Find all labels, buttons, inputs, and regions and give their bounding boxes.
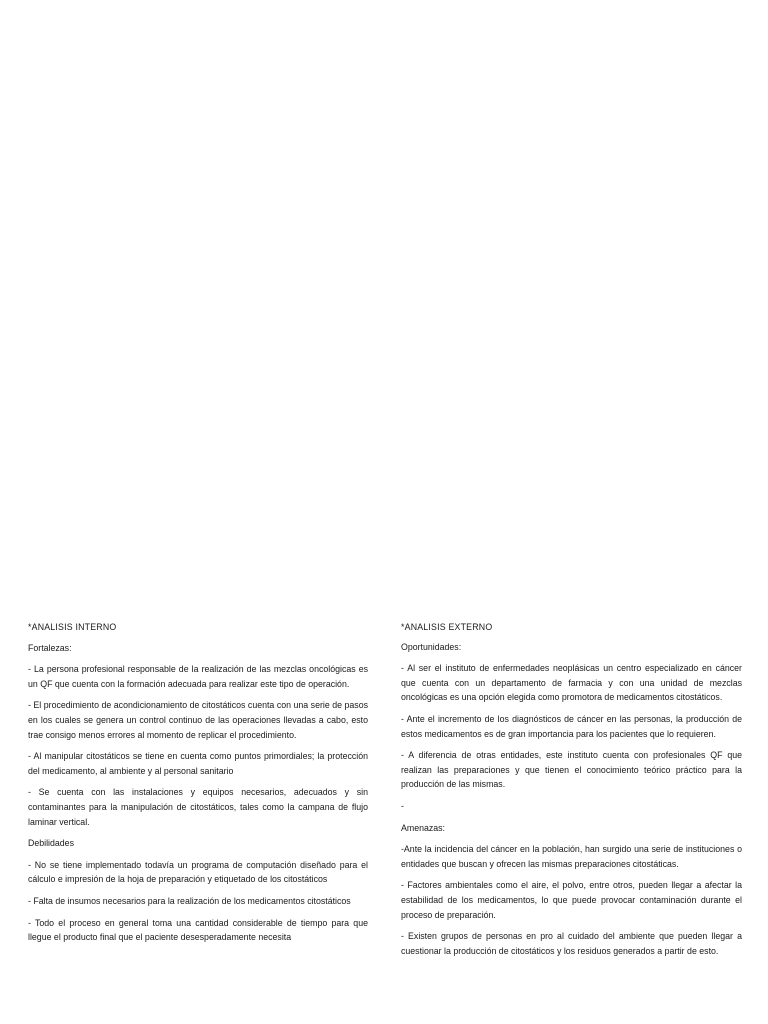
opportunity-item: - Al ser el instituto de enfermedades neoplásicas un centro especializado en cáncer que cuenta con un departamento de farmacia y con una unidad de mezclas oncológicas es una opción elegida como promotora de medicamentos citostáticos.	[401, 663, 742, 703]
threat-item: - Factores ambientales como el aire, el polvo, entre otros, pueden llegar a afectar la estabilidad de los medicamentos, lo que puede provocar contaminación durante el proceso de preparación.	[401, 880, 742, 920]
weakness-item: - Falta de insumos necesarios para la realización de los medicamentos citostáticos	[28, 895, 351, 906]
internal-analysis-column	[28, 620, 368, 952]
strength-item: - El procedimiento de acondicionamiento de citostáticos cuenta con una serie de pasos en los cuales se genera un control continuo de las operaciones llevadas a cabo, esto trae consigo menos errores al momento de replicar el procedimiento.	[28, 700, 368, 740]
weaknesses-label: Debilidades	[28, 838, 74, 849]
threats-label: Amenazas:	[401, 822, 446, 833]
external-analysis-column	[401, 620, 742, 965]
strength-item: - Al manipular citostáticos se tiene en cuenta como puntos primordiales; la protección del medicamento, al ambiente y al personal sanitario	[28, 751, 368, 776]
opportunity-item: -	[401, 800, 404, 811]
weakness-item: - No se tiene implementado todavía un programa de computación diseñado para el cálculo e impresión de la hoja de preparación y etiquetado de los citostáticos	[28, 859, 368, 885]
weakness-item: - Todo el proceso en general toma una cantidad considerable de tiempo para que llegue el producto final que el paciente desesperadamente necesita	[28, 917, 368, 943]
opportunity-item: - A diferencia de otras entidades, este instituto cuenta con profesionales QF que realizan las preparaciones y que tienen el conocimiento teórico práctico para la producción de las mismas.	[401, 750, 742, 790]
threat-item: - Existen grupos de personas en pro al cuidado del ambiente que pueden llegar a cuestionar la producción de citostáticos y los residuos generados a partir de esto.	[401, 931, 742, 956]
strength-item: - Se cuenta con las instalaciones y equipos necesarios, adecuados y sin contaminantes para la manipulación de citostáticos, tales como la campana de flujo laminar vertical.	[28, 787, 368, 827]
strength-item: - La persona profesional responsable de la realización de las mezclas oncológicas es un QF que cuenta con la formación adecuada para realizar este tipo de operación.	[28, 664, 368, 689]
opportunity-item: - Ante el incremento de los diagnósticos de cáncer en las personas, la producción de estos medicamentos es de gran importancia para los pacientes que lo requieren.	[401, 713, 742, 739]
threat-item: -Ante la incidencia del cáncer en la población, han surgido una serie de instituciones o entidades que buscan y ofrecen las mismas preparaciones citostáticas.	[401, 844, 742, 869]
opportunities-label: Oportunidades:	[401, 641, 462, 652]
external-analysis-heading: *ANALISIS EXTERNO	[401, 622, 493, 632]
internal-analysis-heading: *ANALISIS INTERNO	[28, 622, 117, 632]
strengths-label: Fortalezas:	[28, 642, 72, 653]
